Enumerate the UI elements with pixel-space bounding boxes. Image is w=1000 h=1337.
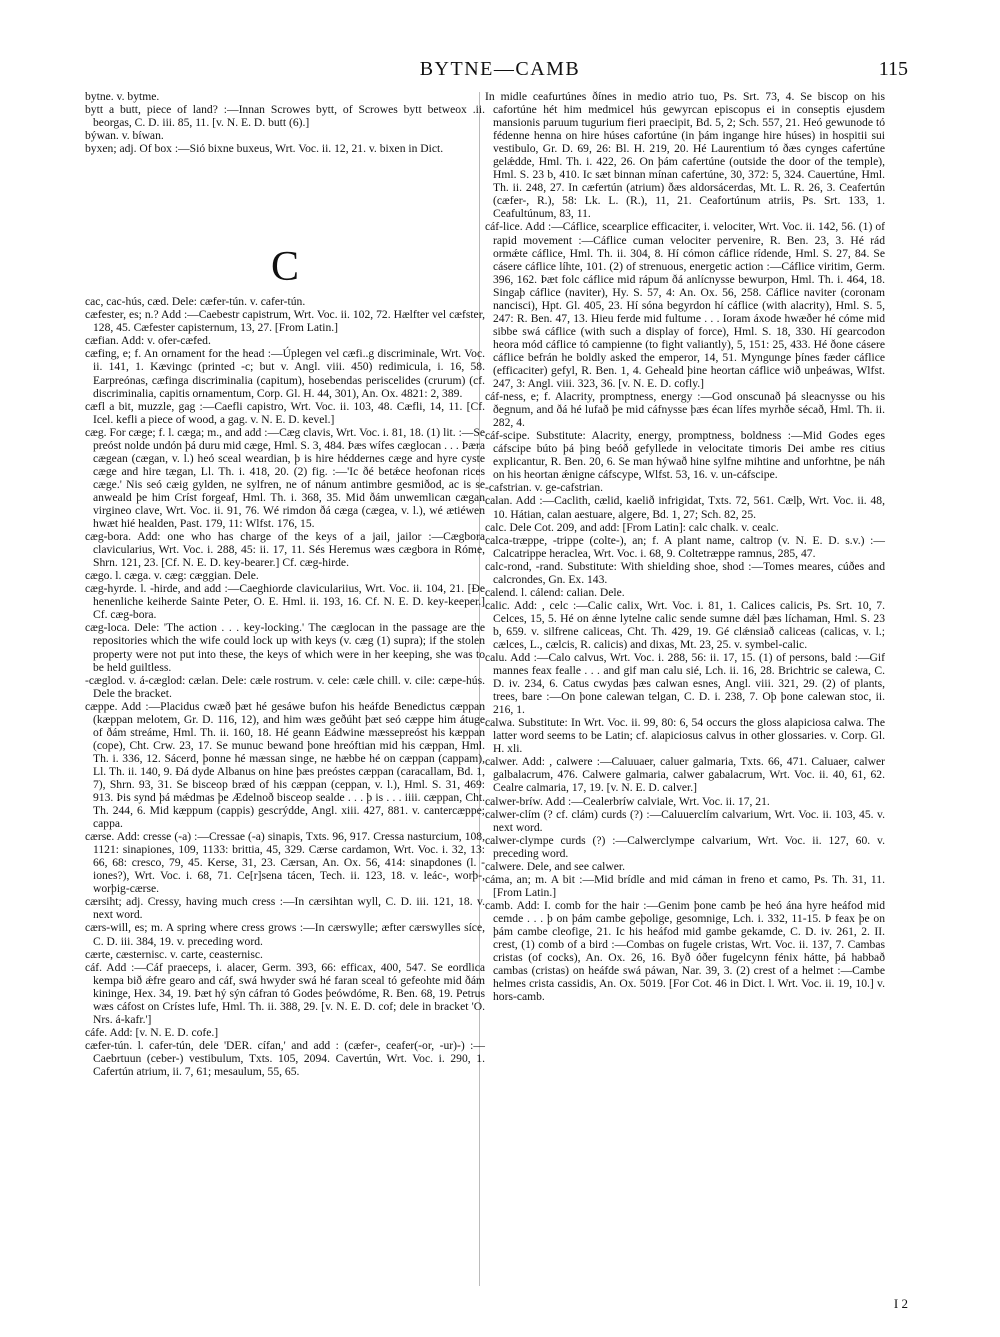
dictionary-entry: cáfe. Add: [v. N. E. D. cofe.] bbox=[85, 1025, 219, 1039]
dictionary-entry: cæfing, e; f. An ornament for the head :—Úplegen vel cæfi..g discriminale, Wrt. Voc. ii. 141, 1. Kævingc (printed -c; but v. Angl. viii. 450) redimicula, i. 16, 58. Earpreónas, cæfinga discriminalia (capitum), hosebendas periscelides (crurum) (cf. discriminalia, capitis ornamentum, Corp. Gl. H. 44, 301), An. Ox. 4821: 2, 389. bbox=[85, 347, 485, 400]
dictionary-entry: calwa. Substitute: In Wrt. Voc. ii. 99, 80: 6, 54 occurs the gloss alapiciosa calwa. The latter word seems to be Latin; cf. alapiciosus calvus in other glossaries. v. Corp. Gl. H. xli. bbox=[485, 716, 885, 756]
dictionary-entry: cæg. For cæge; f. l. cæga; m., and add :—Cæg clavis, Wrt. Voc. i. 81, 18. (1) lit. :—Se preóst nolde undón þá duru mid cæge, Hml. S. 3, 484. Þæs wífes cæglocan . . . Þæra cægean (cægan, v. l.) heó sceal weardian, þ is hire héddernes cæge and hyre cyste cæge and hire tægan, Ll. Th. i. 418, 20. (2) fig. :—'Ic ðé betǽce heofonan rices cæge.' Nis seó cæig gylden, ne sylfren, ne of nánum antimbre gesmiðod, ac is se anweald þe him Críst forgeaf, Hml. Th. i. 368, 35. Mid ðám unwemlican cægan virgineo clave, Wrt. Voc. ii. 91, 76. Wé rimdon ðá cæga (cægea, v. l.), wé ætiéwen hwæt hié healden, Past. 179, 11: Wlfst. 176, 15. bbox=[85, 425, 485, 531]
dictionary-entry: cæfl a bit, muzzle, gag :—Caefli capistro, Wrt. Voc. ii. 103, 48. Cæfli, 14, 11. [Cf. Icel. kefli a piece of wood, a gag. v. N. E. D. kevel.] bbox=[85, 399, 485, 426]
dictionary-entry: calwer. Add: , calwere :—Caluuaer, caluer galmaria, Txts. 66, 471. Caluaer, calwer galbalacrum, 476. Calwere galmaria, calwer gabalacrum, Wrt. Voc. ii. 40, 61, 62. Cealre calmaria, 17, 19. [v. N. E. D. calver.] bbox=[485, 755, 885, 795]
dictionary-entry: camb. Add: I. comb for the hair :—Genim þone camb þe heó ána hyre heáfod mid cemde . . . þ on þám cambe geþolige, gesomnige, Lch. i. 332, 11-15. Þ feax þe on þám cambe cleofige, 21. Ic his heáfod mid gambe gekamde, C. D. iv. 261, 2. II. crest, (1) comb of a bird :—Combas on fugele cristas, Wrt. Voc. ii. 137, 7. Cambas cristas (of cocks), An. Ox. 26, 16. Byð óðer fugelcynn fénix hátte, þá habbað cambas (cristas) on heáfde swá páwan, Nar. 39, 3. (2) crest of a helmet :—Cambe helmes crista cassidis, An. Ox. 5019. [For Cot. 46 in Dict. l. Wrt. Voc. ii. 19, 10.] v. hors-camb. bbox=[485, 898, 885, 1004]
dictionary-entry: cac, cac-hús, cæd. Dele: cæfer-tún. v. cafer-tún. bbox=[85, 295, 306, 309]
dictionary-entry: calwer-clympe curds (?) :—Calwerclympe calvarium, Wrt. Voc. ii. 127, 60. v. preceding word. bbox=[485, 833, 885, 860]
dictionary-entry: calc. Dele Cot. 209, and add: [From Latin]: calc chalk. v. cealc. bbox=[485, 520, 779, 534]
dictionary-entry: cærs-will, es; m. A spring where cress grows :—In cærswylle; æfter cærswylles síce, C. D. iii. 384, 19. v. preceding word. bbox=[85, 921, 485, 948]
left-column-entries bbox=[85, 295, 485, 1078]
dictionary-entry: cáf. Add :—Cáf praeceps, i. alacer, Germ. 393, 66: efficax, 400, 547. Se eordlica kempa bið ǽfre gearo and cáf, swá hwyder swá hé faran sceal tó gefeohte mid ðám kininge, Hex. 34, 19. Þæt hý sýn cáfran tó Godes þeówdóme, R. Ben. 68, 19. Petrus wæs cáfost on Crístes lufe, Hml. Th. ii. 388, 29. [v. N. E. D. cof; dele in bracket 'O. Nrs. á-kafr.'] bbox=[85, 960, 485, 1026]
right-column bbox=[485, 90, 885, 1003]
dictionary-entry: calwer-clím (? cf. clám) curds (?) :—Caluuerclím calvarium, Wrt. Voc. ii. 103, 45. v. next word. bbox=[485, 807, 885, 834]
dictionary-entry: cæg-bora. Add: one who has charge of the keys of a jail, jailor :—Cægbora clavicularius, Wrt. Voc. i. 288, 45: ii. 17, 11. Sés Heremus wæs cægbora in Róme, Shrn. 121, 23. [Cf. N. E. D. key-bearer.] Cf. cæg-hirde. bbox=[85, 530, 485, 570]
dictionary-entry: cæppe. Add :—Placidus cwæð þæt hé gesáwe bufon his heáfde Benedictus cæppan (kæppan melotem, Gr. D. 116, 12), and him wæs geðúht þæt seó cæppe him átuge of ðám streáme, Hml. Th. ii. 160, 18. Hé geann Eádwine mæssepreóst his kæppan (cope), Cht. Crw. 23, 17. Se munuc bewand þone hreóftian mid his cæppan, Hml. Th. i. 336, 12. Sácerd, þonne hé mæssan singe, ne hæbbe hé on cæppan (cappam), Ll. Th. ii. 140, 9. Ðá dyde Albanus on hine þæs preóstes cæppan (caracallam, Bd. 1, 7), Shrn. 93, 31. Se bisceop bræd of his cæppan (ceppan, v. l.), Hml. S. 31, 469: 913. Þis synd þá mǽdmas þe Ædelnoð bisceop sealde . . . þ is . . . iiii. cæppan, Cht. Th. 244, 6. Mid kæppum (cappis) gescrýdde, Angl. xiii. 427, 881. v. cantercæppe; cappa. bbox=[85, 699, 485, 831]
dictionary-entry: cáf-scipe. Substitute: Alacrity, energy, promptness, boldness :—Mid Godes eges cáfscipe búto þá þing beóð gefyllede in velocitate timoris Dei ambe res citius explicantur, R. Ben. 20, 6. Se man hýwað hine sylfne mihtine and unforhtne, þe náh on his heortan ǽnigne cáfscype, Wlfst. 53, 16. v. un-cáfscipe. bbox=[485, 429, 885, 482]
dictionary-entry: býwan. v. bíwan. bbox=[85, 129, 164, 143]
dictionary-entry: cæfer-tún. l. cafer-tún, dele 'DER. cífan,' and add : (cæfer-, ceafer(-or, -ur)-) :—Caebrtuun (ceber-) vestibulum, Txts. 105, 2094. Cavertún, Wrt. Voc. i. 290, 1. Cafertún atrium, ii. 7, 61; mesaulum, 55, 65. bbox=[85, 1038, 485, 1078]
dictionary-entry: -cæglod. v. á-cæglod: cælan. Dele: cæle rostrum. v. cele: cæle chill. v. cile: cæpe-hús. Dele the bracket. bbox=[85, 673, 485, 700]
dictionary-entry: calic. Add: , celc :—Calic calix, Wrt. Voc. i. 81, 1. Calices calicis, Ps. Srt. 10, 7. Celces, 15, 5. Hé on ǽnne lytelne calic sende sumne dǽl þæs líchaman, Hml. S. 23 b, 659. v. silfrene caliceas, Cht. Th. 429, 19. Gé clǽnsiað caliceas (calicas, v. l.; cælces, L., cælcis, R. calicis) and dixas, Mt. 23, 25. v. symbel-calic. bbox=[485, 598, 885, 651]
dictionary-entry: calca-træppe, -trippe (colte-), an; f. A plant name, caltrop (v. N. E. D. s.v.) :—Calcatrippe heraclea, Wrt. Voc. i. 68, 9. Coltetræppe ramnus, 285, 47. bbox=[485, 533, 885, 560]
dictionary-entry: cæg-loca. Dele: 'The action . . . key-locking.' The cæglocan in the passage are the repositories which the wife could lock up with keys (v. cæg (1) supra); if the stolen property were not put into these, the keys of which were in her keeping, she was to be held guiltless. bbox=[85, 621, 485, 674]
dictionary-entry: bytt a butt, piece of land? :—Innan Scrowes bytt, of Scrowes bytt betweox .ii. beorgas, C. D. iii. 85, 11. [v. N. E. D. butt (6).] bbox=[85, 103, 485, 130]
dictionary-entry: cærse. Add: cresse (-a) :—Cressae (-a) sinapis, Txts. 96, 917. Cressa nasturcium, 108, 1121: sinapiones, 109, 1133: brittia, 45, 329. Cærse cardamon, Wrt. Voc. i. 32, 13: 66, 68: cresco, 79, 45. Kerse, 31, 23. Cærsan, An. Ox. 56, 414: sinapdones (l. -iones?), Wrt. Voc. i. 68, 71. Ce[r]sena tácen, Tech. ii. 123, 18. v. leác-, worþ-, worþig-cærse. bbox=[85, 830, 485, 896]
section-letter-heading: C bbox=[270, 244, 299, 291]
page-number: 115 bbox=[878, 58, 908, 80]
dictionary-entry: calwer-bríw. Add :—Cealerbríw calviale, Wrt. Voc. ii. 17, 21. bbox=[485, 794, 770, 808]
page-header bbox=[0, 58, 1000, 88]
dictionary-entry: cæfester, es; n.? Add :—Caebestr capistrum, Wrt. Voc. ii. 102, 72. Hælfter vel cæfster, 128, 45. Cæfester capisternum, 13, 27. [From Latin.] bbox=[85, 308, 485, 335]
dictionary-entry: In midle ceafurtúnes ðínes in medio atrio tuo, Ps. Srt. 73, 4. Se biscop on his cafortúne hét him medmicel hús gewyrcan episcopus ei in conseptis ejusdem mansionis paruum tugurium fieri praecipit, Bd. 5, 2; Sch. 557, 21. Heó gewunode tó fédenne henna on hire húses cafortúne (in þám ingange hire húses) in hospitii sui vestibulo, Gr. D. 69, 26: Bl. H. 219, 20. Hé Laurentium tó ðæs cynges cafertúne gelǽdde, Hml. Th. i. 422, 26. On þám cafertúne (outside the door of the temple), Hml. S. 23 b, 410. Ic sæt binnan mínan cafertúne, 30, 372: 5, 324. Cauertúne, Hml. Th. ii. 248, 27. In cæfertún (atrium) ðæs aldorsácerdas, Mt. L. R. 26, 3. Ceafertún (cæfer-, R.), 58: Lk. L. (R.), 11, 21. Ceafortúnum atriis, Ps. Srt. 133, 1. Ceafultúnum, 83, 11. bbox=[485, 90, 885, 221]
dictionary-entry: cægo. l. cæga. v. cæg: cæggian. Dele. bbox=[85, 569, 259, 583]
dictionary-entry: cáf-ness, e; f. Alacrity, promptness, energy :—God onscunað þá sleacnysse ou his ðegnum, and ðá hé lufað þe mid cáfnysse þæs écan lífes myrhðe sécað, Hml. Th. ii. 282, 4. bbox=[485, 390, 885, 430]
left-column-top-entries bbox=[85, 90, 485, 155]
dictionary-entry: byxen; adj. Of box :—Sió bixne buxeus, Wrt. Voc. ii. 12, 21. v. bixen in Dict. bbox=[85, 142, 444, 156]
signature-mark: I 2 bbox=[893, 1296, 908, 1311]
left-column bbox=[85, 90, 485, 1078]
dictionary-entry: calu. Add :—Calo calvus, Wrt. Voc. i. 288, 56: ii. 17, 15. (1) of persons, bald :—Gif mannes feax fealle . . . and gif man calu sié, Lch. ii. 16, 28. Brichtric se calewa, C. D. iv. 234, 6. Catus cwydas þæs calwan esnes, Angl. viii. 321, 29. (2) of plants, trees, bare :—On þone calewan telgan, C. D. i. 238, 7. Oþ þone calewan stoc, ii. 216, 1. bbox=[485, 651, 885, 717]
dictionary-entry: cærsiht; adj. Cressy, having much cress :—In cærsihtan wyll, C. D. iii. 121, 18. v. next word. bbox=[85, 895, 485, 922]
dictionary-entry: calan. Add :—Caclith, cælid, kaelið infrigidat, Txts. 72, 561. Cælþ, Wrt. Voc. ii. 48, 10. Hátian, calan aestuare, algere, Bd. 1, 27; Sch. 82, 25. bbox=[485, 494, 885, 521]
dictionary-entry: cáf-lice. Add :—Cáflice, scearplice efficaciter, i. velociter, Wrt. Voc. ii. 142, 56. (1) of rapid movement :—Cáflice cuman velociter pervenire, R. Ben. 23, 3. Hé rád ormǽte cáflice, Hml. Th. ii. 304, 8. Hí cómon cáflice rídende, Hml. S. 27, 84. Se cásere cáflice líhte, 101. (2) of strenuous, energetic action :—Cáflice viritim, Germ. 396, 162. Þæt folc cáflice mid rápum ðá anlícnysse bewurpon, Hml. Th. i. 464, 18. Singaþ cáflice (naviter), Hy. S. 57, 4: An. Ox. 56, 258. Cáflice naviter (coronam nancisci), Hpt. Gl. 405, 23. Hí sóna begyrdon hí cáflice (with alacrity), Hml. S. 5, 247: R. Ben. 47, 13. Hieu ferde mid fultume . . . Ioram áxode hwæðer hé cóme mid sibbe swá cáflice (with such a display of force), Hml. S. 18, 330. Hí gearcodon heora mód cáflice tó campienne (to fight valiantly), 5, 151: 25, 433. Hé ðone cásere cáflice befrán he boldly asked the emperor, 14, 51. Myngunge þínes fæder cáflice (efficaciter) gefyl, R. Ben. 1, 4. Geheald þine heortan cáflice wið unþeáwas, Wlfst. 247, 3: Angl. viii. 323, 36. [v. N. E. D. cofly.] bbox=[485, 220, 885, 391]
dictionary-entry: cærte, cæsternisc. v. carte, ceasternisc. bbox=[85, 947, 263, 961]
dictionary-entry: cæfian. Add: v. ofer-cæfed. bbox=[85, 334, 211, 348]
running-head: BYTNE—CAMB bbox=[419, 58, 581, 80]
dictionary-entry: calc-rond, -rand. Substitute: With shielding shoe, shod :—Tomes meares, cúðes and calcrondes, Gn. Ex. 143. bbox=[485, 559, 885, 586]
right-column-entries bbox=[485, 90, 885, 1003]
dictionary-entry: cáma, an; m. A bit :—Mid brídle and mid cáman in freno et camo, Ps. Th. 31, 11. [From Latin.] bbox=[485, 872, 885, 899]
dictionary-entry: cæg-hyrde. l. -hirde, and add :—Caeghiorde claviculariius, Wrt. Voc. ii. 104, 21. [Ðe henenliche keiherde Sainte Peter, O. E. Hml. ii. 193, 16. Cf. N. E. D. key-keeper.] Cf. cæg-bora. bbox=[85, 582, 485, 622]
dictionary-entry: bytne. v. bytme. bbox=[85, 90, 160, 103]
dictionary-entry: calend. l. cálend: calian. Dele. bbox=[485, 585, 625, 599]
dictionary-entry: -cafstrian. v. ge-cafstrian. bbox=[485, 481, 604, 495]
dictionary-entry: calwere. Dele, and see calwer. bbox=[485, 859, 626, 873]
